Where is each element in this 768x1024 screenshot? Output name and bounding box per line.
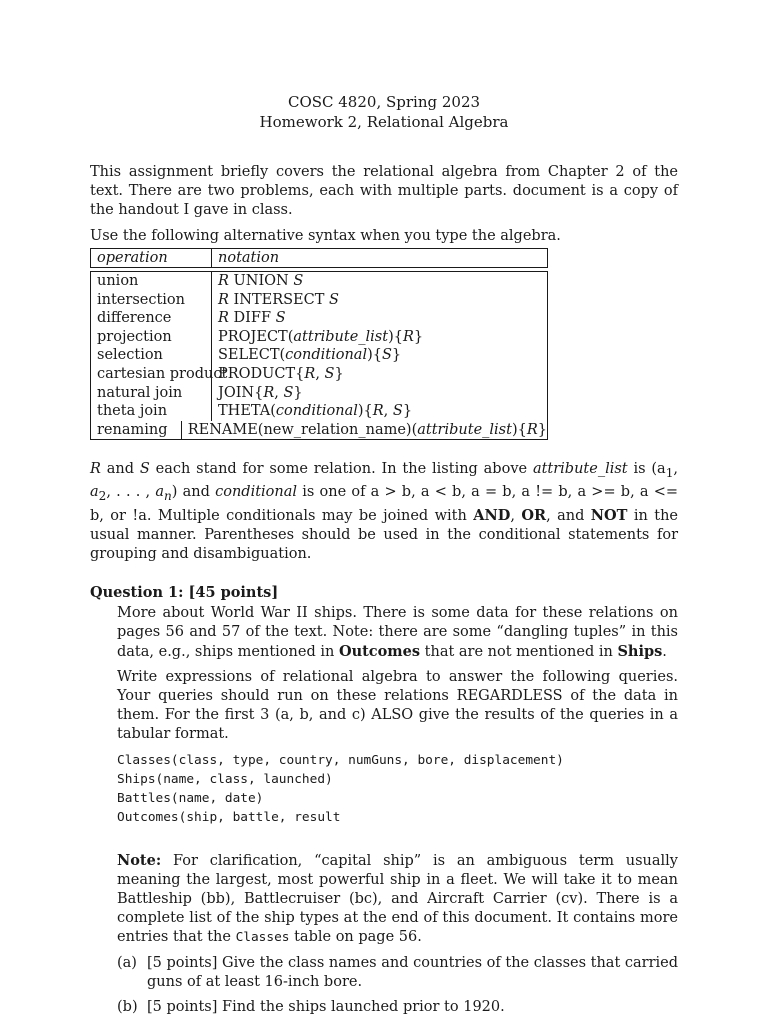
relation-schema: Classes(class, type, country, numGuns, bore, displacement) Ships(name, class, launched) Battles(name, date) Outcomes(ship, battle, result — [117, 753, 564, 826]
list-item: (a) [5 points] Give the class names and countries of the classes that carried guns of at least 16-inch bore. — [117, 955, 679, 991]
question-instructions: Write expressions of relational algebra to answer the following queries. Your queries should run on these relations REGARDLESS of the data in them. For the first 3 (a, b, and c) ALSO give the results of the queries in a tabular format. — [117, 669, 678, 743]
clarification-note: Note: For clarification, “capital ship” is an ambiguous term usually meaning the largest, most powerful ship in a fleet. We will take it to mean Battleship (bb), Battlecruiser (bc), and Aircraft Carrier (cv). There is a complete list of the ship types at the end of this document. It contains more entries that the Classes table on page 56. — [117, 852, 678, 946]
table-row: difference R DIFF S — [91, 309, 547, 328]
document-page — [90, 92, 678, 1023]
table-row: cartesian product PRODUCT{R, S} — [91, 365, 547, 384]
syntax-intro: Use the following alternative syntax when you type the algebra. — [90, 228, 561, 244]
table-row: intersection R INTERSECT S — [91, 291, 547, 310]
table-row: selection SELECT(conditional){S} — [91, 346, 547, 365]
table-row: renaming RENAME(new_relation_name)(attribute_list){R} — [91, 421, 547, 440]
intro-paragraph: This assignment briefly covers the relational algebra from Chapter 2 of the text. There are two problems, each with multiple parts. document is a copy of the handout I gave in class. — [90, 164, 678, 218]
homework-line: Homework 2, Relational Algebra — [259, 113, 509, 131]
table-row: projection PROJECT(attribute_list){R} — [91, 328, 547, 347]
question-heading: Question 1: [45 points] — [90, 584, 279, 602]
table-body — [90, 271, 548, 440]
table-header — [90, 248, 548, 268]
question-parts — [117, 954, 678, 1017]
table-row: union R UNION S — [91, 272, 547, 291]
document-title — [90, 92, 678, 132]
table-row: natural join JOIN{R, S} — [91, 384, 547, 403]
question-1 — [90, 583, 678, 1017]
header-operation: operation — [91, 249, 212, 267]
list-item: (b) [5 points] Find the ships launched prior to 1920. — [117, 999, 505, 1016]
explanation-paragraph: R and S each stand for some relation. In the listing above attribute_list is ($a_1$, $a_2$, . . . , $a_n$) and conditional is one of a > b, a < b, a = b, a != b, a >= b, a <= b, or !a. Multiple conditionals may be joined with AND, OR, and NOT in the usual manner. Parentheses should be used in the conditional statements for grouping and disambiguation. — [90, 461, 679, 563]
header-notation: notation — [218, 250, 280, 266]
table-row: theta join THETA(conditional){R, S} — [91, 402, 547, 421]
course-line: COSC 4820, Spring 2023 — [287, 93, 481, 111]
syntax-table — [90, 248, 548, 440]
question-context: More about World War II ships. There is some data for these relations on pages 56 and 57 of the text. Note: there are some “dangling tuples” in this data, e.g., ships mentioned in Outcomes that are not mentioned in Ships. — [117, 605, 678, 661]
